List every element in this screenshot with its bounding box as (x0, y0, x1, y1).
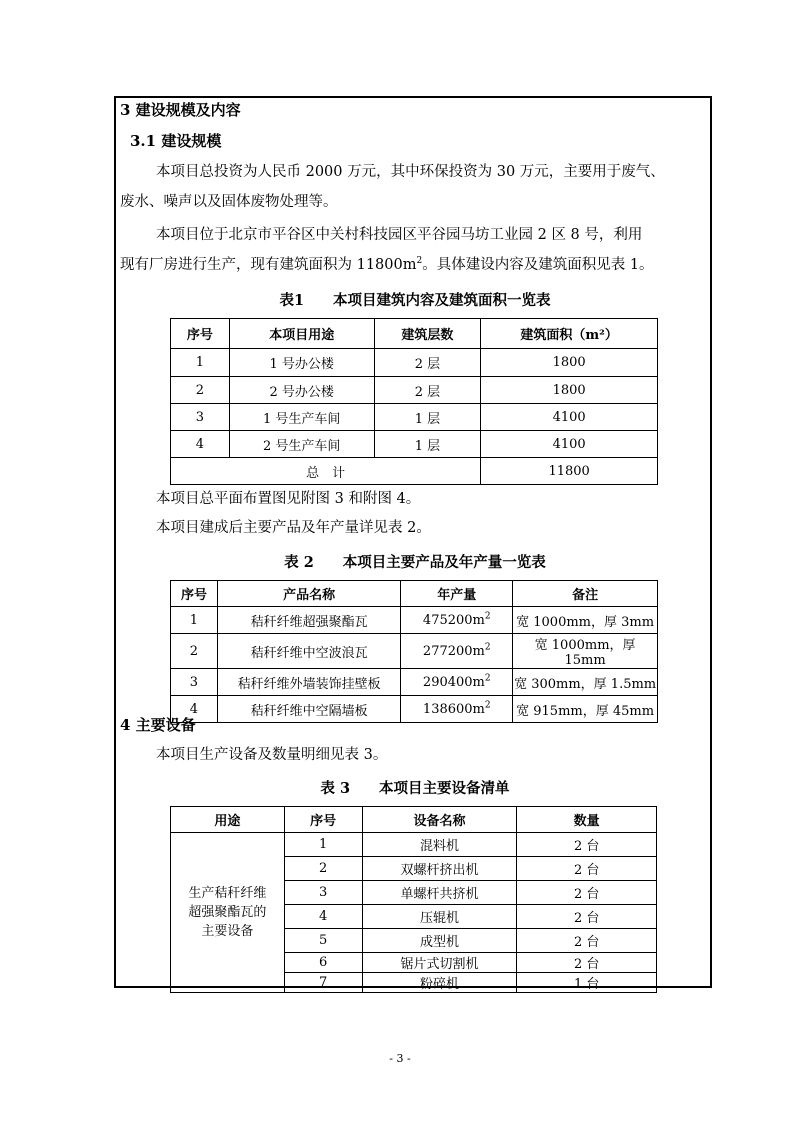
section-3-title: 3 建设规模及内容 (120, 101, 241, 119)
table-cell: 压辊机 (362, 905, 517, 929)
table-cell: 4 (284, 905, 362, 929)
paragraph-4: 本项目建成后主要产品及年产量详见表 2。 (156, 520, 431, 536)
table-cell: 1800 (481, 377, 658, 404)
table-cell: 3 (171, 404, 230, 431)
table-1-header-no: 序号 (171, 319, 230, 349)
table-cell: $277200m^2$ (401, 634, 513, 669)
table-cell: 成型机 (362, 929, 517, 953)
table-cell: 1 (171, 607, 218, 634)
paragraph-3: 本项目总平面布置图见附图 3 和附图 4。 (156, 491, 421, 507)
table-2-header-output: 年产量 (401, 581, 513, 607)
table-cell: 1 (284, 833, 362, 857)
table-1 (170, 318, 658, 485)
table-cell: 秸秆纤维中空隔墙板 (217, 696, 400, 723)
table-cell: 2 台 (517, 881, 657, 905)
table-cell: 7 (284, 973, 362, 993)
section-4-title: 4 主要设备 (120, 716, 196, 734)
table-2-header-row (171, 581, 658, 607)
table-1-caption: 表1 本项目建筑内容及建筑面积一览表 (279, 292, 551, 309)
table-row (171, 377, 658, 404)
table-cell: 2 (171, 634, 218, 669)
table-cell: 双螺杆挤出机 (362, 857, 517, 881)
table-cell: 2 号办公楼 (229, 377, 374, 404)
table-cell: 宽 915mm，厚 45mm (513, 696, 658, 723)
section-4-paragraph: 本项目生产设备及数量明细见表 3。 (156, 747, 388, 763)
table-row (171, 669, 658, 696)
table-cell: 2 层 (374, 377, 481, 404)
table-row (171, 634, 658, 669)
table-cell: 2 号生产车间 (229, 431, 374, 458)
table-1-header-area: 建筑面积（m²） (481, 319, 658, 349)
table-row (171, 349, 658, 377)
table-1-header-use: 本项目用途 (229, 319, 374, 349)
table-2-header-note: 备注 (513, 581, 658, 607)
table-1-total-row (171, 458, 658, 485)
table-cell: 秸秆纤维外墙装饰挂壁板 (217, 669, 400, 696)
table-cell: 2 台 (517, 833, 657, 857)
table-cell: 5 (284, 929, 362, 953)
table-cell: 单螺杆共挤机 (362, 881, 517, 905)
table-3-header-no: 序号 (284, 807, 362, 833)
table-cell: 1 号办公楼 (229, 349, 374, 377)
purpose-line-2: 超强聚酯瓦的 (188, 905, 267, 920)
page-number: - 3 - (389, 1052, 411, 1065)
table-2-caption: 表 2 本项目主要产品及年产量一览表 (284, 554, 546, 571)
table-cell: 2 台 (517, 929, 657, 953)
table-cell: 2 层 (374, 349, 481, 377)
table-cell: $475200m^2$ (401, 607, 513, 634)
table-cell: 1 号生产车间 (229, 404, 374, 431)
table-row (171, 404, 658, 431)
section-3-1-title: 3.1 建设规模 (130, 132, 222, 150)
paragraph-2-line-2: 现有厂房进行生产，现有建筑面积为 $11800m^2$。具体建设内容及建筑面积见表 1。 (120, 256, 654, 273)
purpose-line-1: 生产秸秆纤维 (188, 886, 267, 901)
table-row (171, 833, 657, 857)
table-2-header-product: 产品名称 (217, 581, 400, 607)
table-cell: 4100 (481, 404, 658, 431)
table-cell: 2 (284, 857, 362, 881)
paragraph-2-line-1: 本项目位于北京市平谷区中关村科技园区平谷园马坊工业园 2 区 8 号，利用 (156, 227, 643, 243)
table-cell: 3 (284, 881, 362, 905)
table-cell: 3 (171, 669, 218, 696)
table-row (171, 431, 658, 458)
table-3-purpose-cell (171, 833, 285, 993)
table-row (171, 607, 658, 634)
table-cell: 2 台 (517, 953, 657, 973)
table-cell: 1 台 (517, 973, 657, 993)
table-3-header-row (171, 807, 657, 833)
table-3-header-purpose: 用途 (171, 807, 285, 833)
table-cell: $138600m^2$ (401, 696, 513, 723)
table-cell: 2 台 (517, 905, 657, 929)
table-cell: 宽 300mm，厚 1.5mm (513, 669, 658, 696)
table-1-total-label: 总 计 (171, 458, 481, 485)
table-1-header-floors: 建筑层数 (374, 319, 481, 349)
table-cell: 6 (284, 953, 362, 973)
table-2-header-no: 序号 (171, 581, 218, 607)
table-3-header-quantity: 数量 (517, 807, 657, 833)
table-1-total-value: 11800 (481, 458, 658, 485)
table-cell: 4100 (481, 431, 658, 458)
table-cell: 1 层 (374, 431, 481, 458)
table-cell: 粉碎机 (362, 973, 517, 993)
table-cell: 宽 1000mm，厚 3mm (513, 607, 658, 634)
purpose-line-3: 主要设备 (201, 924, 254, 939)
table-2 (170, 580, 658, 723)
table-cell: 秸秆纤维超强聚酯瓦 (217, 607, 400, 634)
table-cell: 2 台 (517, 857, 657, 881)
table-cell: 宽 1000mm，厚 15mm (513, 634, 658, 669)
table-cell: 锯片式切割机 (362, 953, 517, 973)
table-1-header-row (171, 319, 658, 349)
table-cell: 1 (171, 349, 230, 377)
table-3-caption: 表 3 本项目主要设备清单 (320, 780, 510, 797)
table-row (171, 696, 658, 723)
table-cell: 4 (171, 431, 230, 458)
table-cell: $290400m^2$ (401, 669, 513, 696)
table-cell: 混料机 (362, 833, 517, 857)
table-3-header-equipment: 设备名称 (362, 807, 517, 833)
table-3 (170, 806, 657, 993)
table-cell: 4 (171, 696, 218, 723)
table-cell: 2 (171, 377, 230, 404)
paragraph-1-line-1: 本项目总投资为人民币 2000 万元，其中环保投资为 30 万元，主要用于废气、 (156, 164, 665, 180)
table-cell: 秸秆纤维中空波浪瓦 (217, 634, 400, 669)
table-cell: 1 层 (374, 404, 481, 431)
paragraph-1-line-2: 废水、噪声以及固体废物处理等。 (120, 194, 338, 210)
table-cell: 1800 (481, 349, 658, 377)
